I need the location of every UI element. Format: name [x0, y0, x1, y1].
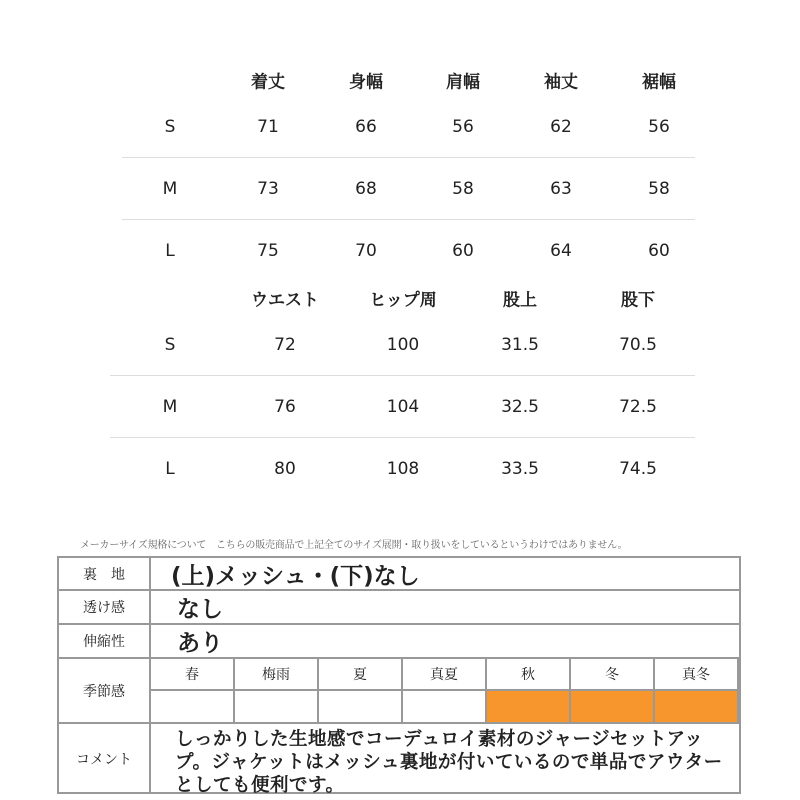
size-value: 68 [355, 179, 377, 199]
stretch-label: 伸縮性 [59, 625, 151, 657]
season-name: 秋 [487, 659, 571, 691]
column-header: 袖丈 [544, 72, 578, 93]
size-label: L [165, 241, 175, 261]
size-value: 70.5 [619, 335, 657, 355]
size-value: 56 [648, 117, 670, 137]
lining-label: 裏 地 [59, 558, 151, 589]
column-header: 身幅 [349, 72, 383, 93]
size-value: 64 [550, 241, 572, 261]
size-label: S [164, 335, 176, 355]
column-header: 股上 [503, 290, 537, 311]
size-note: メーカーサイズ規格について こちらの販売商品で上記全てのサイズ展開・取り扱いをしているというわけではありません。 [80, 540, 628, 551]
size-value: 32.5 [501, 397, 539, 417]
size-value: 58 [452, 179, 474, 199]
lining-row [59, 558, 739, 591]
season-name: 夏 [319, 659, 403, 691]
sheer-label: 透け感 [59, 591, 151, 623]
season-indicator-active [487, 691, 571, 722]
size-value: 72 [274, 335, 296, 355]
row-divider [110, 375, 695, 376]
size-label: L [165, 459, 175, 479]
comment-label: コメント [59, 724, 151, 794]
sheer-row [59, 591, 739, 625]
size-value: 56 [452, 117, 474, 137]
season-name: 梅雨 [235, 659, 319, 691]
row-divider [110, 437, 695, 438]
season-label: 季節感 [59, 659, 151, 722]
row-divider [122, 157, 695, 158]
season-name: 春 [151, 659, 235, 691]
size-label: M [162, 179, 178, 199]
size-label: M [162, 397, 178, 417]
size-value: 33.5 [501, 459, 539, 479]
season-name: 真夏 [403, 659, 487, 691]
size-value: 73 [257, 179, 279, 199]
stretch-row [59, 625, 739, 659]
season-row [59, 659, 739, 724]
sheer-value: なし [177, 596, 223, 623]
column-header: ウエスト [251, 290, 319, 311]
season-indicator [235, 691, 319, 722]
column-header: 着丈 [251, 72, 285, 93]
size-value: 75 [257, 241, 279, 261]
size-value: 71 [257, 117, 279, 137]
season-indicator-active [571, 691, 655, 722]
size-value: 58 [648, 179, 670, 199]
size-value: 63 [550, 179, 572, 199]
season-indicator [403, 691, 487, 722]
stretch-value: あり [177, 630, 223, 657]
season-indicator-active [655, 691, 739, 722]
season-name: 冬 [571, 659, 655, 691]
season-indicator [151, 691, 235, 722]
size-value: 100 [386, 335, 420, 355]
size-value: 70 [355, 241, 377, 261]
size-value: 80 [274, 459, 296, 479]
size-value: 60 [648, 241, 670, 261]
size-value: 74.5 [619, 459, 657, 479]
size-value: 76 [274, 397, 296, 417]
size-label: S [164, 117, 176, 137]
size-value: 31.5 [501, 335, 539, 355]
size-value: 104 [386, 397, 420, 417]
lining-value: (上)メッシュ・(下)なし [171, 563, 420, 589]
size-value: 108 [386, 459, 420, 479]
season-indicator [319, 691, 403, 722]
size-value: 60 [452, 241, 474, 261]
size-value: 62 [550, 117, 572, 137]
comment-row [59, 724, 739, 794]
column-header: ヒップ周 [369, 290, 437, 311]
column-header: 裾幅 [642, 72, 676, 93]
column-header: 肩幅 [446, 72, 480, 93]
spec-table [57, 556, 741, 794]
comment-text: しっかりした生地感でコーデュロイ素材のジャージセットアップ。ジャケットはメッシュ裏地が付いているので単品でアウターとしても便利です。 [175, 729, 723, 796]
size-value: 66 [355, 117, 377, 137]
row-divider [122, 219, 695, 220]
size-value: 72.5 [619, 397, 657, 417]
season-name: 真冬 [655, 659, 739, 691]
column-header: 股下 [621, 290, 655, 311]
